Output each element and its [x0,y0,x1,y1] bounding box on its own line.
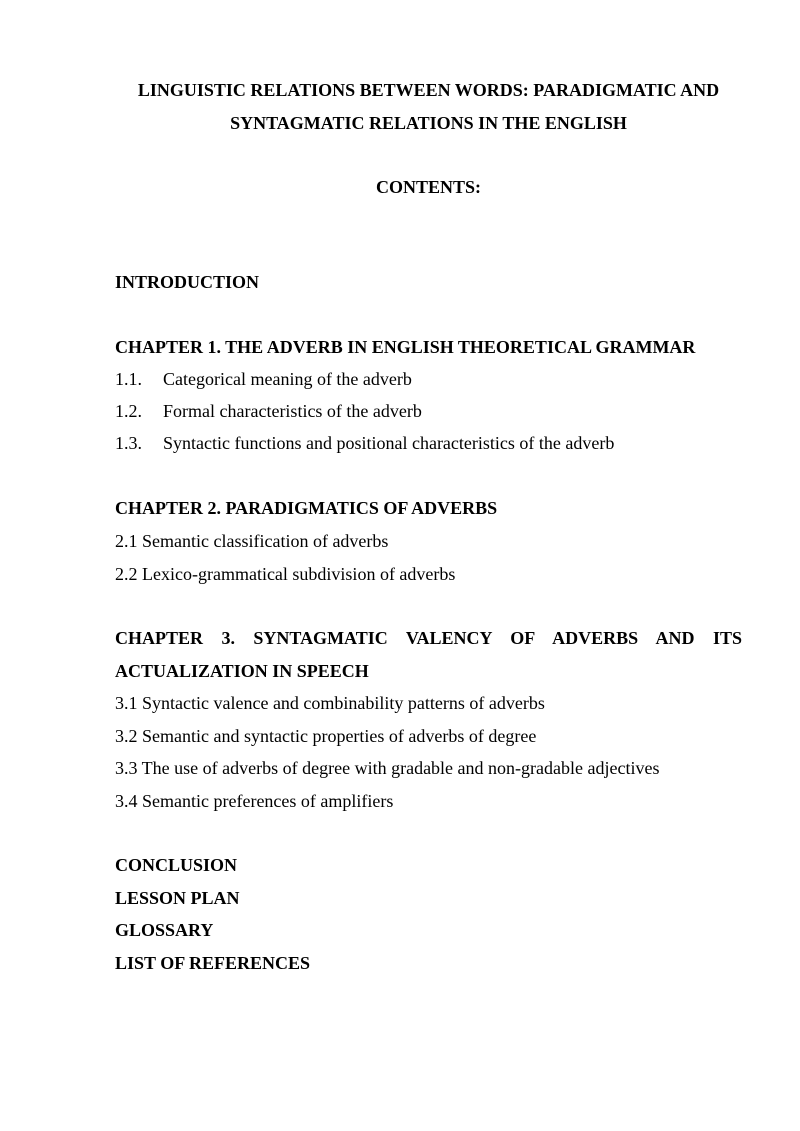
toc-item-1-3 [115,427,742,459]
contents-heading: CONTENTS: [375,177,482,197]
toc-item-1-1 [115,363,742,395]
list-of-references-heading: LIST OF REFERENCES [115,953,311,973]
title-line-2: SYNTAGMATIC RELATIONS IN THE ENGLISH [230,112,627,133]
toc-item-text: Categorical meaning of the adverb [163,369,412,389]
document-title [115,74,742,139]
toc-item-number: 1.3. [115,433,142,453]
toc-item-text: Formal characteristics of the adverb [163,401,422,421]
toc-item-3-3: 3.3 The use of adverbs of degree with gradable and non-gradable adjectives [115,758,660,778]
toc-item-3-1: 3.1 Syntactic valence and combinability patterns of adverbs [115,693,545,713]
glossary-heading: GLOSSARY [115,920,214,940]
conclusion-heading: CONCLUSION [115,855,238,875]
toc-item-3-4: 3.4 Semantic preferences of amplifiers [115,791,394,811]
title-line-1: LINGUISTIC RELATIONS BETWEEN WORDS: PARADIGMATIC AND [137,80,720,100]
toc-item-2-1: 2.1 Semantic classification of adverbs [115,531,389,551]
introduction-heading: INTRODUCTION [115,272,260,292]
toc-item-number: 1.1. [115,369,142,389]
toc-item-3-2: 3.2 Semantic and syntactic properties of adverbs of degree [115,726,537,746]
lesson-plan-heading: LESSON PLAN [115,888,240,908]
toc-item-number: 1.2. [115,401,142,421]
toc-item-text: Syntactic functions and positional characteristics of the adverb [163,433,615,453]
toc-item-2-2: 2.2 Lexico-grammatical subdivision of adverbs [115,564,456,584]
chapter-2-heading: CHAPTER 2. PARADIGMATICS OF ADVERBS [115,498,498,518]
chapter-3-heading-line-1: CHAPTER 3. SYNTAGMATIC VALENCY OF ADVERBS AND ITS [115,628,742,648]
chapter-3-heading-line-2: ACTUALIZATION IN SPEECH [115,661,369,681]
toc-item-1-2 [115,395,742,427]
chapter-1-heading: CHAPTER 1. THE ADVERB IN ENGLISH THEORETICAL GRAMMAR [115,337,696,357]
